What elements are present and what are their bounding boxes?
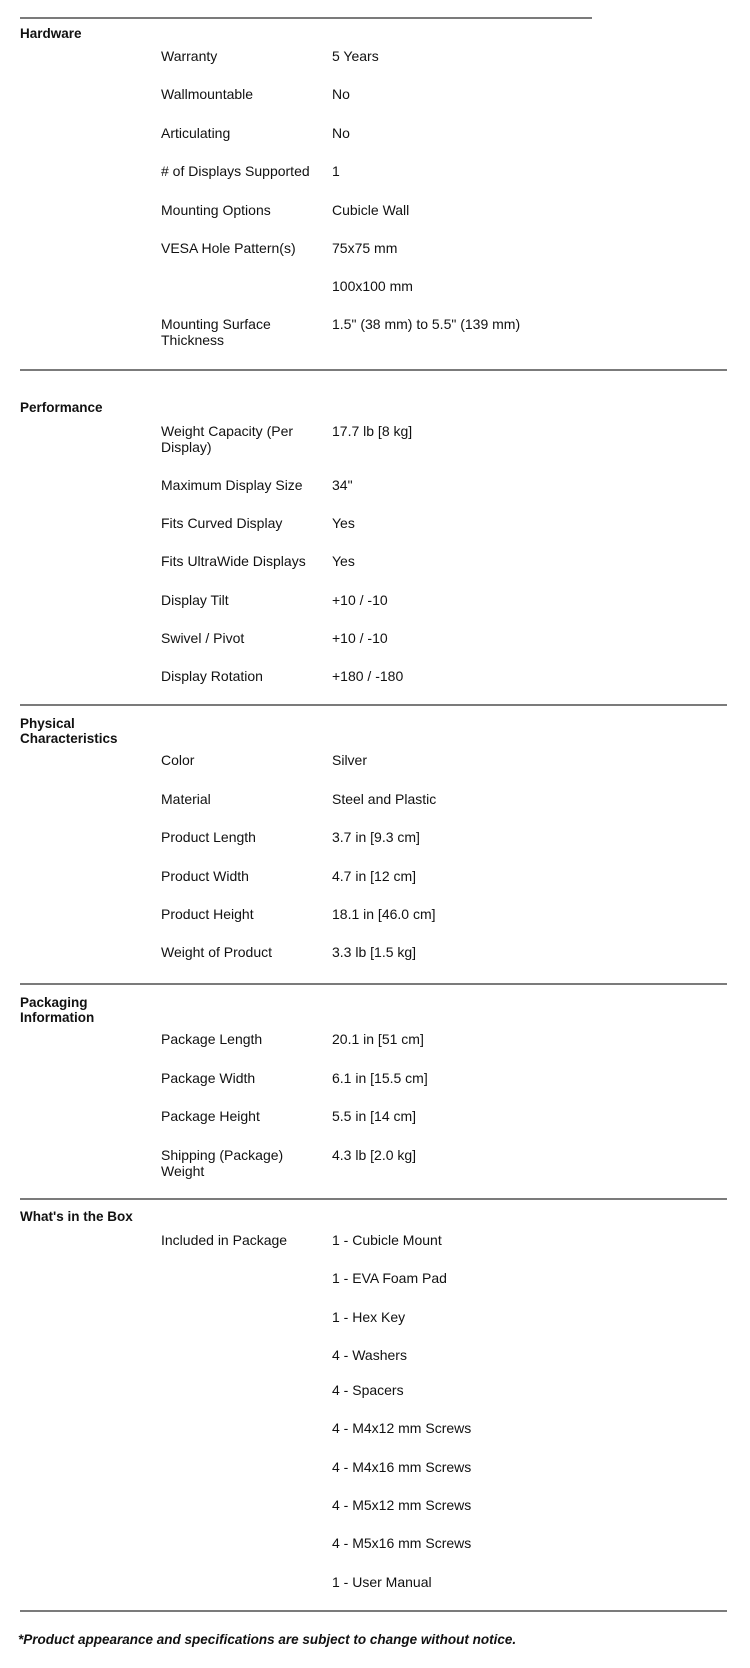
section-title: Performance [20,400,103,415]
spec-label: Fits Curved Display [161,515,283,531]
spec-label: Material [161,791,211,807]
spec-label: Wallmountable [161,86,254,102]
spec-value: 20.1 in [51 cm] [332,1031,424,1047]
spec-value: 1 - Hex Key [332,1309,406,1325]
spec-label: Mounting Surface Thickness [161,316,271,348]
spec-label: Product Length [161,829,256,845]
spec-value: 1 [332,163,340,179]
spec-label: Package Height [161,1108,260,1124]
spec-value: 3.7 in [9.3 cm] [332,829,420,845]
spec-value: +10 / -10 [332,630,388,646]
spec-label: Product Height [161,906,254,922]
spec-value: Cubicle Wall [332,202,410,218]
spec-value: 1.5" (38 mm) to 5.5" (139 mm) [332,316,521,332]
disclaimer-footnote: *Product appearance and specifications are subject to change without notice. [18,1632,517,1647]
spec-label: VESA Hole Pattern(s) [161,240,296,256]
spec-label: # of Displays Supported [161,163,310,179]
spec-value: 4.7 in [12 cm] [332,868,417,884]
spec-value: +180 / -180 [332,668,404,684]
spec-value: 1 - Cubicle Mount [332,1232,442,1248]
spec-value: 75x75 mm [332,240,398,256]
spec-value: 6.1 in [15.5 cm] [332,1070,428,1086]
spec-value: Silver [332,752,368,768]
section-divider [20,983,727,985]
spec-value: 1 - User Manual [332,1574,432,1590]
spec-label: Included in Package [161,1232,288,1248]
spec-value: 4 - M5x16 mm Screws [332,1535,472,1551]
spec-value: Yes [332,553,355,569]
spec-value: 4 - Spacers [332,1382,404,1398]
spec-value: 18.1 in [46.0 cm] [332,906,436,922]
spec-label: Product Width [161,868,249,884]
spec-label: Warranty [161,48,218,64]
spec-label: Swivel / Pivot [161,630,245,646]
spec-value: 4 - M4x12 mm Screws [332,1420,472,1436]
section-title: Physical Characteristics [20,716,118,746]
spec-value: 4 - M4x16 mm Screws [332,1459,472,1475]
spec-label: Package Length [161,1031,263,1047]
spec-label: Display Tilt [161,592,229,608]
spec-value: 100x100 mm [332,278,413,294]
section-divider [20,704,727,706]
top-divider [20,17,592,19]
spec-value: 5.5 in [14 cm] [332,1108,417,1124]
spec-label: Fits UltraWide Displays [161,553,306,569]
spec-label: Articulating [161,125,231,141]
spec-label: Weight of Product [161,944,273,960]
spec-label: Display Rotation [161,668,263,684]
spec-label: Package Width [161,1070,256,1086]
spec-label: Mounting Options [161,202,271,218]
spec-value: 4 - Washers [332,1347,407,1363]
section-divider [20,1610,727,1612]
spec-value: 34" [332,477,353,493]
spec-value: 5 Years [332,48,379,64]
spec-value: Yes [332,515,355,531]
spec-value: 1 - EVA Foam Pad [332,1270,447,1286]
spec-label: Shipping (Package) Weight [161,1147,284,1179]
spec-value: +10 / -10 [332,592,388,608]
section-divider [20,1198,727,1200]
spec-value: 3.3 lb [1.5 kg] [332,944,417,960]
section-title: What's in the Box [20,1209,133,1224]
spec-value: 4.3 lb [2.0 kg] [332,1147,417,1163]
spec-value: No [332,125,350,141]
spec-label: Maximum Display Size [161,477,303,493]
spec-value: No [332,86,350,102]
section-divider [20,369,727,371]
section-title: Hardware [20,26,82,41]
section-title: Packaging Information [20,995,95,1025]
spec-value: 4 - M5x12 mm Screws [332,1497,472,1513]
spec-value: Steel and Plastic [332,791,437,807]
spec-label: Color [161,752,195,768]
spec-label: Weight Capacity (Per Display) [161,423,294,455]
spec-value: 17.7 lb [8 kg] [332,423,413,439]
